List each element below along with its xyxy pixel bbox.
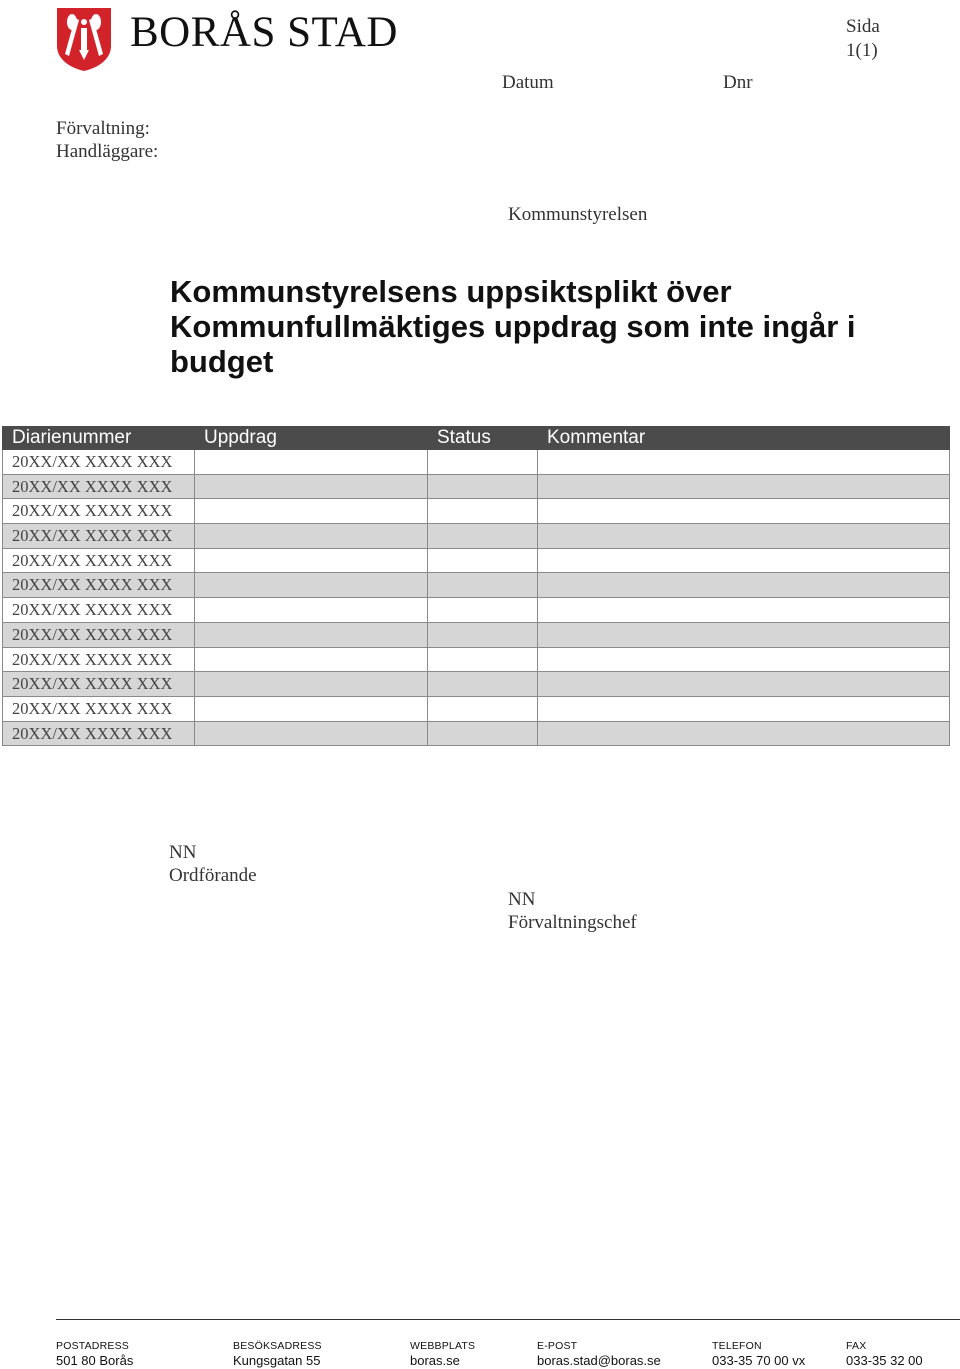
uppdrag-cell[interactable]: [195, 672, 428, 696]
kommentar-cell[interactable]: [538, 450, 949, 474]
page-label: Sida: [846, 16, 880, 37]
kommentar-cell[interactable]: [538, 623, 949, 647]
uppdrag-cell[interactable]: [195, 598, 428, 622]
uppdrag-cell[interactable]: [195, 524, 428, 548]
table-row: [2, 475, 950, 500]
diarienummer-cell: 20XX/XX XXXX XXX: [3, 623, 195, 647]
kommentar-cell[interactable]: [538, 598, 949, 622]
uppdrag-cell[interactable]: [195, 499, 428, 523]
uppdrag-cell[interactable]: [195, 549, 428, 573]
footer-label: WEBBPLATS: [410, 1340, 476, 1352]
footer-label: FAX: [846, 1340, 867, 1352]
chair-name: NN: [169, 842, 197, 863]
status-cell[interactable]: [428, 648, 538, 672]
table-row: [2, 499, 950, 524]
kommentar-cell[interactable]: [538, 672, 949, 696]
diarienummer-cell: 20XX/XX XXXX XXX: [3, 672, 195, 696]
department-label: Förvaltning:: [56, 118, 150, 139]
table-row: [2, 573, 950, 598]
page-number: 1(1): [846, 40, 878, 61]
dnr-label: Dnr: [723, 72, 753, 93]
date-label: Datum: [502, 72, 554, 93]
footer-label: POSTADRESS: [56, 1340, 129, 1352]
boras-coat-of-arms-icon: [55, 6, 113, 72]
table-row: [2, 549, 950, 574]
table-row: [2, 450, 950, 475]
diarienummer-cell: 20XX/XX XXXX XXX: [3, 722, 195, 746]
head-name: NN: [508, 889, 536, 910]
status-cell[interactable]: [428, 549, 538, 573]
table-header-row: [2, 426, 950, 450]
footer-postal-address: [56, 1340, 133, 1369]
column-header-status: Status: [437, 427, 491, 448]
footer-label: E-POST: [537, 1340, 578, 1352]
status-cell[interactable]: [428, 573, 538, 597]
column-header-diarienummer: Diarienummer: [12, 427, 132, 448]
kommentar-cell[interactable]: [538, 722, 949, 746]
assignments-table: [2, 426, 950, 746]
kommentar-cell[interactable]: [538, 573, 949, 597]
brand-name: BORÅS STAD: [130, 9, 398, 56]
kommentar-cell[interactable]: [538, 524, 949, 548]
uppdrag-cell[interactable]: [195, 722, 428, 746]
kommentar-cell[interactable]: [538, 549, 949, 573]
status-cell[interactable]: [428, 722, 538, 746]
uppdrag-cell[interactable]: [195, 475, 428, 499]
footer-visiting-address: [233, 1340, 322, 1369]
status-cell[interactable]: [428, 450, 538, 474]
diarienummer-cell: 20XX/XX XXXX XXX: [3, 697, 195, 721]
column-header-kommentar: Kommentar: [547, 427, 646, 448]
recipient: Kommunstyrelsen: [508, 204, 648, 225]
uppdrag-cell[interactable]: [195, 648, 428, 672]
footer-value: 033-35 32 00: [846, 1353, 923, 1368]
uppdrag-cell[interactable]: [195, 697, 428, 721]
diarienummer-cell: 20XX/XX XXXX XXX: [3, 524, 195, 548]
head-role: Förvaltningschef: [508, 912, 637, 933]
status-cell[interactable]: [428, 623, 538, 647]
document-title: Kommunstyrelsens uppsiktsplikt över Kommunfullmäktiges uppdrag som inte ingår i budget: [170, 274, 856, 379]
column-header-uppdrag: Uppdrag: [204, 427, 277, 448]
footer-phone: [712, 1340, 805, 1369]
status-cell[interactable]: [428, 524, 538, 548]
uppdrag-cell[interactable]: [195, 450, 428, 474]
footer-value: 033-35 70 00 vx: [712, 1353, 806, 1368]
status-cell[interactable]: [428, 697, 538, 721]
kommentar-cell[interactable]: [538, 475, 949, 499]
table-row: [2, 648, 950, 673]
status-cell[interactable]: [428, 475, 538, 499]
diarienummer-cell: 20XX/XX XXXX XXX: [3, 549, 195, 573]
footer-label: TELEFON: [712, 1340, 762, 1352]
uppdrag-cell[interactable]: [195, 623, 428, 647]
uppdrag-cell[interactable]: [195, 573, 428, 597]
footer-value: 501 80 Borås: [56, 1353, 134, 1368]
table-row: [2, 722, 950, 747]
status-cell[interactable]: [428, 672, 538, 696]
diarienummer-cell: 20XX/XX XXXX XXX: [3, 475, 195, 499]
boras-stad-logo: [55, 6, 425, 72]
table-row: [2, 524, 950, 549]
footer-value[interactable]: boras.stad@boras.se: [537, 1353, 661, 1368]
table-row: [2, 623, 950, 648]
chair-role: Ordförande: [169, 865, 257, 886]
status-cell[interactable]: [428, 598, 538, 622]
diarienummer-cell: 20XX/XX XXXX XXX: [3, 573, 195, 597]
footer-website: [410, 1340, 475, 1369]
kommentar-cell[interactable]: [538, 697, 949, 721]
table-row: [2, 697, 950, 722]
kommentar-cell[interactable]: [538, 648, 949, 672]
officer-label: Handläggare:: [56, 141, 159, 162]
kommentar-cell[interactable]: [538, 499, 949, 523]
status-cell[interactable]: [428, 499, 538, 523]
table-row: [2, 672, 950, 697]
footer-label: BESÖKSADRESS: [233, 1340, 322, 1352]
diarienummer-cell: 20XX/XX XXXX XXX: [3, 450, 195, 474]
diarienummer-cell: 20XX/XX XXXX XXX: [3, 648, 195, 672]
diarienummer-cell: 20XX/XX XXXX XXX: [3, 598, 195, 622]
footer-fax: [846, 1340, 923, 1369]
diarienummer-cell: 20XX/XX XXXX XXX: [3, 499, 195, 523]
footer-value: Kungsgatan 55: [233, 1353, 321, 1368]
footer-value[interactable]: boras.se: [410, 1353, 460, 1368]
footer-email: [537, 1340, 661, 1369]
table-row: [2, 598, 950, 623]
footer-divider: [56, 1319, 960, 1320]
